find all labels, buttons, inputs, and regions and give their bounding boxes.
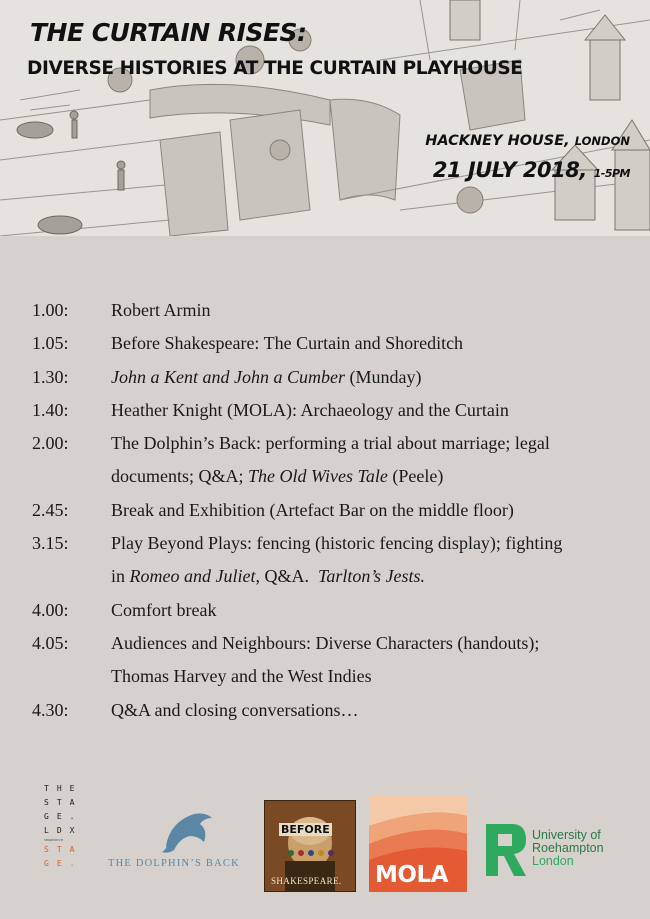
header-banner bbox=[0, 0, 650, 236]
roehampton-logo bbox=[482, 822, 632, 882]
schedule-time: 3.15: bbox=[32, 533, 69, 554]
schedule-time: 2.45: bbox=[32, 499, 69, 520]
schedule-time: 1.30: bbox=[32, 366, 69, 387]
dolphin-icon bbox=[108, 808, 258, 858]
schedule-text: (Munday) bbox=[344, 366, 422, 387]
schedule-row bbox=[32, 594, 632, 627]
venue-name: HACKNEY HOUSE, bbox=[425, 133, 570, 149]
before-shakespeare-logo bbox=[264, 800, 356, 892]
event-time: 1-5PM bbox=[593, 167, 630, 180]
schedule-row bbox=[32, 394, 632, 427]
mola-text: MOLA bbox=[375, 862, 448, 888]
schedule-item bbox=[111, 361, 632, 394]
schedule-item: Heather Knight (MOLA): Archaeology and the Curtain bbox=[111, 399, 509, 420]
schedule-row bbox=[32, 294, 632, 327]
schedule-text: (Peele) bbox=[387, 466, 444, 487]
schedule-time: 4.30: bbox=[32, 699, 69, 720]
stage-logo-line: THE bbox=[44, 784, 83, 793]
schedule-item bbox=[111, 427, 632, 494]
mola-logo bbox=[369, 796, 467, 892]
stage-logo-line: GE. bbox=[44, 812, 83, 821]
roehampton-line1: University of bbox=[532, 828, 601, 842]
schedule-row bbox=[32, 527, 632, 594]
schedule-time: 1.05: bbox=[32, 333, 69, 354]
roehampton-line2: Roehampton bbox=[532, 841, 604, 855]
schedule-row bbox=[32, 494, 632, 527]
venue-city: LONDON bbox=[574, 134, 630, 148]
dolphins-back-text: THE DOLPHIN’S BACK bbox=[108, 858, 240, 869]
dolphins-back-logo bbox=[108, 808, 258, 878]
schedule-text: The Dolphin’s Back: performing a trial about marriage; legal bbox=[111, 433, 550, 454]
roehampton-text bbox=[532, 829, 604, 868]
schedule-row bbox=[32, 627, 632, 694]
schedule-text: in bbox=[111, 566, 130, 587]
play-title: Romeo and Juliet bbox=[129, 566, 256, 587]
play-title: John a Kent and John a Cumber bbox=[111, 366, 345, 387]
schedule-time: 4.00: bbox=[32, 599, 69, 620]
play-title: Tarlton’s Jests. bbox=[317, 566, 426, 587]
schedule-time: 1.00: bbox=[32, 300, 69, 320]
schedule-text-continued bbox=[111, 560, 632, 593]
schedule-item bbox=[111, 627, 632, 694]
schedule-row bbox=[32, 694, 632, 727]
schedule-text: , Q&A. bbox=[255, 566, 318, 587]
schedule-text: Thomas Harvey and the West Indies bbox=[111, 666, 372, 687]
stage-logo-line: GE. bbox=[44, 859, 83, 868]
schedule-row bbox=[32, 427, 632, 494]
schedule-item bbox=[111, 527, 632, 594]
schedule-text-continued bbox=[111, 460, 632, 493]
stage-logo-tiny: SHOREDITCH bbox=[44, 838, 64, 842]
schedule-row bbox=[32, 327, 632, 360]
schedule-text: documents; Q&A; bbox=[111, 466, 248, 487]
event-date-main: 21 JULY 2018, bbox=[432, 158, 587, 182]
programme-schedule bbox=[32, 294, 632, 727]
schedule-text: Play Beyond Plays: fencing (historic fencing display); fighting bbox=[111, 533, 563, 554]
schedule-text: Audiences and Neighbours: Diverse Characters (handouts); bbox=[111, 632, 540, 653]
schedule-time: 1.40: bbox=[32, 399, 69, 420]
the-stage-ldx-logo bbox=[44, 782, 84, 871]
roehampton-r-icon bbox=[482, 822, 530, 878]
play-title: The Old Wives Tale bbox=[248, 466, 388, 487]
schedule-item: Comfort break bbox=[111, 599, 217, 620]
schedule-row bbox=[32, 361, 632, 394]
event-venue bbox=[425, 133, 630, 149]
schedule-time: 2.00: bbox=[32, 433, 69, 454]
event-date bbox=[433, 158, 630, 182]
schedule-item: Robert Armin bbox=[111, 300, 211, 320]
roehampton-line3: London bbox=[532, 854, 574, 868]
schedule-item: Q&A and closing conversations… bbox=[111, 699, 359, 720]
schedule-item: Before Shakespeare: The Curtain and Shoreditch bbox=[111, 333, 464, 354]
stage-logo-line: STA bbox=[44, 798, 83, 807]
schedule-time: 4.05: bbox=[32, 632, 69, 653]
before-shakespeare-top-text: BEFORE bbox=[281, 823, 330, 836]
stage-logo-line: LDX bbox=[44, 826, 83, 835]
stage-logo-line: STA bbox=[44, 845, 83, 854]
event-subtitle: DIVERSE HISTORIES AT THE CURTAIN PLAYHOUSE bbox=[27, 58, 523, 79]
before-shakespeare-bottom-text: SHAKESPEARE. bbox=[271, 876, 342, 886]
schedule-item: Break and Exhibition (Artefact Bar on the middle floor) bbox=[111, 499, 514, 520]
event-title: THE CURTAIN RISES: bbox=[30, 18, 307, 47]
